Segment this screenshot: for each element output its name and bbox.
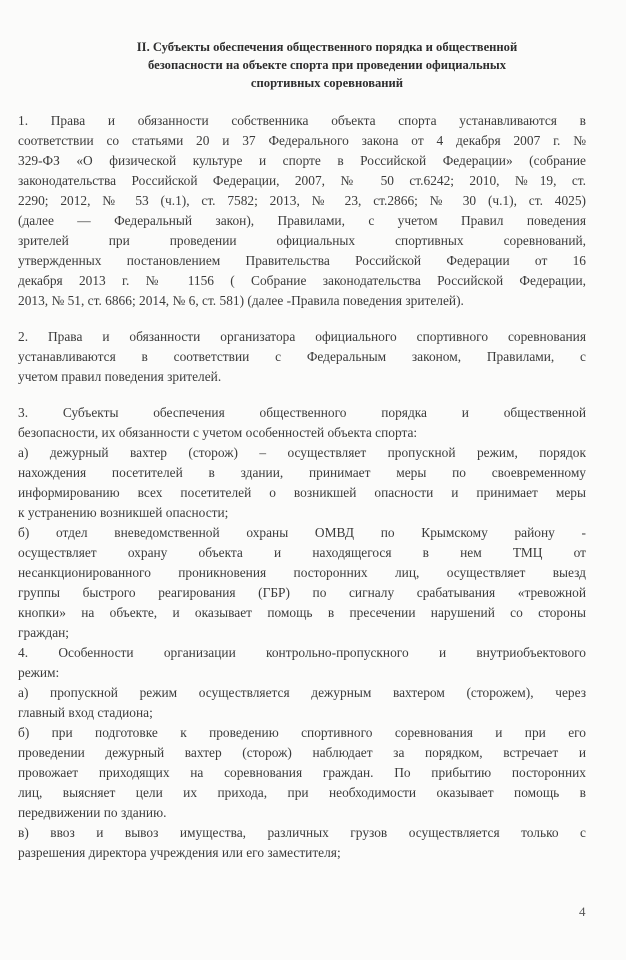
text-line: б) при подготовке к проведению спортивного соревнования и при его: [18, 725, 586, 740]
text-line: 2290; 2012, № 53 (ч.1), ст. 7582; 2013, № 23, ст.2866; № 30 (ч.1), ст. 4025): [18, 193, 586, 208]
text-line: а) пропускной режим осуществляется дежурным вахтером (сторожем), через: [18, 685, 586, 700]
text-line: граждан;: [18, 625, 70, 640]
text-line: 4. Особенности организации контрольно-пропускного и внутриобъектового: [18, 645, 586, 660]
text-line: несанкционированного проникновения посторонних лиц, осуществляет выезд: [18, 565, 586, 580]
text-line: передвижении по зданию.: [18, 805, 167, 820]
text-line: режим:: [18, 665, 60, 680]
section-title-line: II. Субъекты обеспечения общественного порядка и общественной: [136, 40, 518, 54]
paragraph-2: [18, 327, 586, 387]
text-line: проведении дежурный вахтер (сторож) наблюдает за порядком, встречает и: [18, 745, 586, 760]
text-line: 329-ФЗ «О физической культуре и спорте в Российской Федерации» (собрание: [18, 153, 586, 168]
text-line: кнопки» на объекте, и оказывает помощь в пресечении нарушений со стороны: [18, 605, 586, 620]
text-line: учетом правил поведения зрителей.: [18, 369, 222, 384]
text-line: 2013, № 51, ст. 6866; 2014, № 6, ст. 581) (далее -Правила поведения зрителей).: [18, 293, 464, 308]
text-line: законодательства Российской Федерации, 2007, № 50 ст.6242; 2010, №19, ст.: [18, 173, 586, 188]
paragraph-3: [18, 403, 586, 863]
text-line: 3. Субъекты обеспечения общественного порядка и общественной: [18, 405, 586, 420]
section-title: [62, 38, 592, 92]
section-title-line: спортивных соревнований: [250, 76, 404, 90]
text-line: устанавливаются в соответствии с Федеральным законом, Правилами, с: [18, 349, 586, 364]
text-line: (далее — Федеральный закон), Правилами, с учетом Правил поведения: [18, 213, 586, 228]
text-line: соответствии со статьями 20 и 37 Федерального закона от 4 декабря 2007 г. №: [18, 133, 586, 148]
text-line: в) ввоз и вывоз имущества, различных грузов осуществляется только с: [18, 825, 586, 840]
text-line: группы быстрого реагирования (ГБР) по сигналу срабатывания «тревожной: [18, 585, 586, 600]
text-line: утвержденных постановлением Правительства Российской Федерации от 16: [18, 253, 586, 268]
text-line: нахождения посетителей в здании, принимает меры по своевременному: [18, 465, 586, 480]
text-line: б) отдел вневедомственной охраны ОМВД по Крымскому району -: [18, 525, 586, 540]
text-line: а) дежурный вахтер (сторож) – осуществляет пропускной режим, порядок: [18, 445, 586, 460]
text-line: главный вход стадиона;: [18, 705, 153, 720]
paragraph-1: [18, 111, 586, 311]
text-line: 2. Права и обязанности организатора официального спортивного соревнования: [18, 329, 586, 344]
text-line: безопасности, их обязанности с учетом особенностей объекта спорта:: [18, 425, 418, 440]
text-line: 1. Права и обязанности собственника объекта спорта устанавливаются в: [18, 113, 586, 128]
text-line: зрителей при проведении официальных спортивных соревнований,: [18, 233, 586, 248]
text-line: лиц, выясняет цели их прихода, при необходимости оказывает помощь в: [18, 785, 586, 800]
text-line: декабря 2013 г. № 1156 ( Собрание законодательства Российской Федерации,: [18, 273, 586, 288]
page-number: 4: [579, 904, 586, 919]
section-title-line: безопасности на объекте спорта при проведении официальных: [147, 58, 507, 72]
text-line: к устранению возникшей опасности;: [18, 505, 229, 520]
text-line: провожает приходящих на соревнования граждан. По прибытию посторонних: [18, 765, 586, 780]
text-line: информированию всех посетителей о возникшей опасности и принимает меры: [18, 485, 586, 500]
text-line: осуществляет охрану объекта и находящегося в нем ТМЦ от: [18, 545, 586, 560]
text-line: разрешения директора учреждения или его заместителя;: [18, 845, 341, 860]
